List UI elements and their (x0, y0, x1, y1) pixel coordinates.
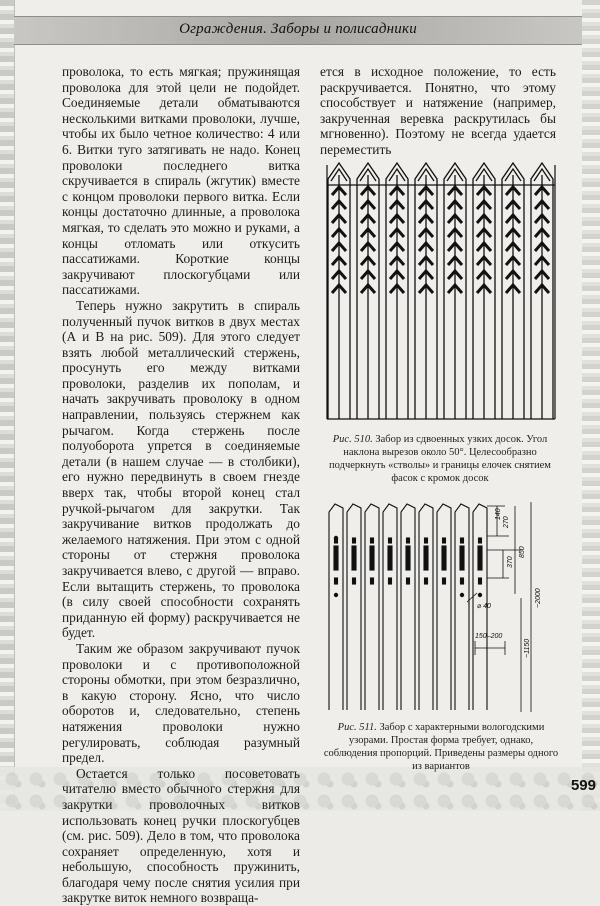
paragraph: ется в исходное положение, то есть раскручивается. Понятно, что этому способствует и натяжение (например, закрученная веревка раскрутилась бы мгновенно). Поэтому не всегда удается переместить (320, 64, 556, 157)
header-title: Ограждения. Заборы и полисадники (179, 21, 417, 37)
dim-hole-diameter: ⌀ 40 (477, 603, 491, 610)
dim-1150: ~1150 (524, 638, 531, 658)
running-header (14, 16, 582, 45)
paragraph: Теперь нужно закрутить в спираль полученный пучок витков в двух местах (А и В на рис. 509). Для этого следует взять любой металлический стержень, просунуть его между витками проволоки, разделив их пополам, и начать закручивать проволоку в одном направлении, пользуясь стержнем как рычагом. Когда стержень после полуоборота упрется в соединяемые детали (в нашем случае — в столбики), его нужно передвинуть в своем гнезде вверх так, чтобы второй конец стал ручкой-рычагом для закрутки. Так закручивание витков продолжать до желаемого натяжения. При этом с одной стороны от стержня проволока закручивается влево, с другой — вправо. Если вытащить стержень, то проволока (в силу своей способности сохранять приданную ей форму) раскручивается не будет. (62, 297, 300, 641)
dim-370: 370 (507, 556, 514, 568)
figure-510-caption (320, 433, 560, 485)
dim-270: 270 (503, 516, 510, 528)
caption-text: Забор с характерными вологодскими узорами. Простая форма требует, однако, соблюдения пропорций. Приведены размеры одного из вариантов (323, 722, 559, 772)
figure-511-caption (322, 721, 560, 773)
figure-511-vologda-fence (325, 498, 557, 716)
left-lace-border (0, 0, 15, 811)
dim-140: 140 (495, 508, 502, 520)
caption-number: Рис. 511. (337, 722, 377, 733)
dim-150-200: 150–200 (475, 633, 503, 640)
right-lace-border (582, 0, 600, 811)
paragraph: Таким же образом закручивают пучок проволоки и с противоположной стороны обмотки, при этом безразлично, в какую сторону. Ясно, что число оборотов и, следовательно, степень натяжения проволоки нужно регулировать, соблюдая разумный предел. (62, 640, 300, 766)
caption-number: Рис. 510. (332, 434, 373, 445)
page-number: 599 (570, 777, 596, 794)
caption-text: Забор из сдвоенных узких досок. Угол наклона вырезов около 50°. Целесообразно подчеркнуть «стволы» и границы елочек снятием фасок с кромок досок (329, 434, 551, 484)
paragraph: проволока, то есть мягкая; пружинящая проволока для этой цели не подойдет. Соединяемые детали обматываются несколькими витками проволоки, лучше, чтобы их было четное количество: 4 или 6. Витки туго затягивать не надо. Конец проволоки последнего витка скручивается в спираль (жгутик) вместе с концом проволоки первого витка. Если концы достаточно длинные, а проволока мягкая, то сделать это можно и руками, а концы отломать или откусить пассатижами. Короткие концы закручивают плоскогубцами или пассатижами. (62, 64, 300, 298)
left-text-column (62, 64, 300, 906)
dim-2000: ~2000 (535, 588, 542, 608)
dim-850: 850 (519, 546, 526, 558)
figure-510-herringbone-fence (325, 157, 557, 425)
right-text-column (320, 64, 556, 158)
paragraph: Остается только посоветовать читателю вместо обычного стержня для закрутки проволочных витков использовать конец ручки плоскогубцев (см. рис. 509). Дело в том, что проволока сохраняет определенную, хотя и небольшую, способность пружинить, благодаря чему после снятия усилия при закрутке виток немного возвраща- (62, 765, 300, 906)
